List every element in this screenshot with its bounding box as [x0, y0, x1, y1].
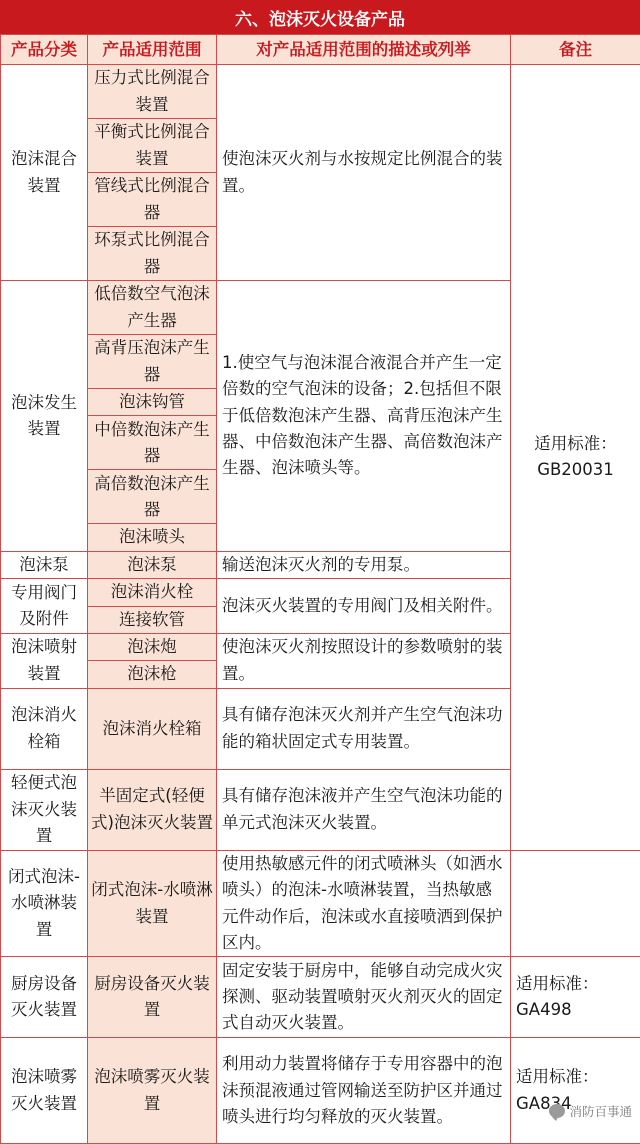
scope-cell: 泡沫钩管 [88, 389, 217, 416]
scope-cell: 泡沫喷雾灭火装置 [88, 1038, 217, 1144]
note-cell: 适用标准：GA498 [511, 957, 640, 1038]
category-cell: 泡沫喷射装置 [1, 633, 88, 688]
category-cell: 泡沫泵 [1, 551, 88, 578]
description-cell: 具有储存泡沫灭火剂并产生空气泡沫功能的箱状固定式专用装置。 [217, 688, 511, 769]
scope-cell: 泡沫枪 [88, 661, 217, 688]
note-cell: 适用标准：GA834 [511, 1038, 640, 1144]
table-row [1, 957, 640, 1038]
scope-cell: 厨房设备灭火装置 [88, 957, 217, 1038]
wechat-icon [549, 1104, 565, 1118]
scope-cell: 高背压泡沫产生器 [88, 335, 217, 389]
note-cell-empty [511, 850, 640, 957]
category-cell: 闭式泡沫-水喷淋装置 [1, 850, 88, 957]
scope-cell: 泡沫炮 [88, 633, 217, 660]
note-cell: 适用标准：GB20031 [511, 65, 640, 851]
table-header-row [1, 35, 640, 65]
description-cell: 1.使空气与泡沫混合液混合并产生一定倍数的空气泡沫的设备；2.包括但不限于低倍数泡沫产生器、高背压泡沫产生器、中倍数泡沫产生器、高倍数泡沫产生器、泡沫喷头等。 [217, 281, 511, 552]
description-cell: 利用动力装置将储存于专用容器中的泡沫预混液通过管网输送至防护区并通过喷头进行均匀释放的灭火装置。 [217, 1038, 511, 1144]
header-scope: 产品适用范围 [88, 35, 217, 65]
scope-cell: 泡沫消火栓 [88, 579, 217, 606]
table-row [1, 850, 640, 957]
scope-cell: 泡沫消火栓箱 [88, 688, 217, 769]
scope-cell: 低倍数空气泡沫产生器 [88, 281, 217, 335]
header-category: 产品分类 [1, 35, 88, 65]
description-cell: 固定安装于厨房中，能够自动完成火灾探测、驱动装置喷射灭火剂灭火的固定式自动灭火装置。 [217, 957, 511, 1038]
description-cell: 具有储存泡沫液并产生空气泡沫功能的单元式泡沫灭火装置。 [217, 769, 511, 850]
description-cell: 泡沫灭火装置的专用阀门及相关附件。 [217, 579, 511, 634]
watermark [549, 1102, 632, 1120]
category-cell: 厨房设备灭火装置 [1, 957, 88, 1038]
description-cell: 使泡沫灭火剂与水按规定比例混合的装置。 [217, 65, 511, 281]
header-description: 对产品适用范围的描述或列举 [217, 35, 511, 65]
scope-cell: 平衡式比例混合装置 [88, 119, 217, 173]
table-row [1, 1038, 640, 1144]
scope-cell: 闭式泡沫-水喷淋装置 [88, 850, 217, 957]
category-cell: 泡沫混合装置 [1, 65, 88, 281]
scope-cell: 压力式比例混合装置 [88, 65, 217, 119]
description-cell: 使泡沫灭火剂按照设计的参数喷射的装置。 [217, 633, 511, 688]
category-cell: 泡沫消火栓箱 [1, 688, 88, 769]
scope-cell: 半固定式(轻便式)泡沫灭火装置 [88, 769, 217, 850]
watermark-text: 消防百事通 [569, 1102, 632, 1120]
page-title: 六、泡沫灭火设备产品 [0, 0, 640, 34]
scope-cell: 中倍数泡沫产生器 [88, 416, 217, 470]
category-cell: 泡沫发生装置 [1, 281, 88, 552]
description-cell: 使用热敏感元件的闭式喷淋头（如洒水喷头）的泡沫-水喷淋装置，当热敏感元件动作后，泡沫或水直接喷洒到保护区内。 [217, 850, 511, 957]
table-row [1, 65, 640, 119]
category-cell: 专用阀门及附件 [1, 579, 88, 634]
description-cell: 输送泡沫灭火剂的专用泵。 [217, 551, 511, 578]
product-table [0, 34, 640, 1144]
scope-cell: 管线式比例混合器 [88, 173, 217, 227]
scope-cell: 高倍数泡沫产生器 [88, 470, 217, 524]
header-note: 备注 [511, 35, 640, 65]
scope-cell: 泡沫喷头 [88, 524, 217, 551]
scope-cell: 环泵式比例混合器 [88, 227, 217, 281]
scope-cell: 连接软管 [88, 606, 217, 633]
category-cell: 轻便式泡沫灭火装置 [1, 769, 88, 850]
scope-cell: 泡沫泵 [88, 551, 217, 578]
category-cell: 泡沫喷雾灭火装置 [1, 1038, 88, 1144]
